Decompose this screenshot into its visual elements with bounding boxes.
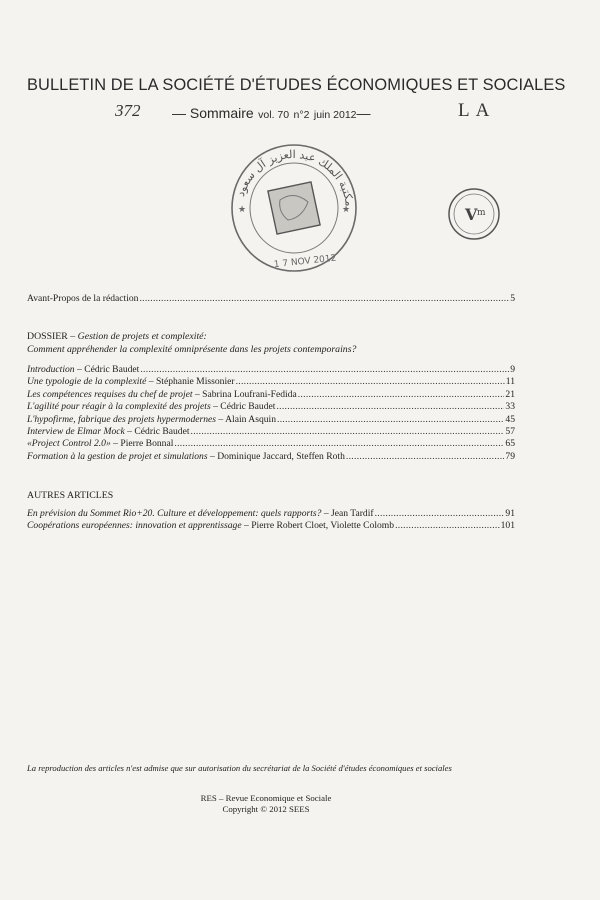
copyright-line: Copyright © 2012 SEES [222, 804, 310, 814]
dossier-list [27, 364, 515, 463]
toc-leader [139, 293, 509, 305]
toc-author: – Jean Tardif [321, 508, 374, 519]
toc-page: 101 [500, 520, 515, 532]
toc-page: 33 [505, 401, 515, 413]
toc-page: 11 [505, 376, 515, 388]
sommaire-label: — Sommaire [172, 105, 254, 121]
toc-title: «Project Control 2.0» [27, 438, 111, 450]
dossier-title: – Gestion de projets et complexité: [70, 331, 207, 342]
toc-author: – Cédric Baudet [74, 364, 140, 375]
toc-title: Avant-Propos de la rédaction [27, 293, 139, 304]
toc-page: 45 [505, 413, 515, 425]
toc-leader [191, 426, 505, 438]
toc-title: Formation à la gestion de projet et simulations [27, 450, 208, 462]
toc-leader [174, 438, 504, 450]
end-dash: — [356, 105, 371, 121]
small-stamp-icon [446, 186, 502, 242]
toc-author: – Pierre Bonnal [110, 438, 174, 450]
small-stamp-text: V [465, 205, 478, 224]
autres-heading: AUTRES ARTICLES [27, 490, 114, 501]
svg-text:★: ★ [342, 204, 351, 214]
toc-author: – Cédric Baudet [210, 401, 276, 413]
toc-page: 9 [510, 364, 515, 375]
toc-leader [277, 414, 504, 426]
issue-date: juin 2012 [313, 109, 357, 121]
toc-row [27, 508, 515, 520]
avant-propos-entry [27, 293, 515, 305]
toc-row [27, 520, 515, 532]
toc-author: – Pierre Robert Cloet, Violette Colomb [241, 520, 395, 532]
toc-author: – Stéphanie Missonier [146, 376, 235, 388]
toc-row [27, 401, 515, 413]
toc-leader [375, 508, 505, 520]
toc-leader [140, 364, 509, 376]
dossier-label: DOSSIER [27, 331, 68, 342]
toc-author: – Sabrina Loufrani-Fedida [192, 388, 297, 400]
dossier-heading [27, 331, 207, 343]
handwritten-initials: LA [458, 100, 496, 121]
toc-title: Interview de Elmar Mock [27, 426, 125, 438]
svg-text:m: m [477, 208, 486, 218]
toc-author: – Alain Asquin [216, 413, 276, 425]
library-stamp-icon [228, 140, 360, 276]
toc-title: L'agilité pour réagir à la complexité des projets [27, 401, 211, 413]
issue-line [172, 105, 371, 123]
toc-page: 5 [510, 293, 515, 304]
toc-leader [236, 376, 505, 388]
issue-number: n°2 [293, 109, 310, 121]
toc-row [27, 293, 515, 305]
toc-leader [346, 451, 505, 463]
toc-row [27, 389, 515, 401]
toc-page: 91 [505, 508, 515, 519]
toc-page: 21 [505, 388, 515, 400]
toc-leader [395, 520, 500, 532]
toc-page: 57 [505, 426, 515, 438]
toc-author: – Dominique Jaccard, Steffen Roth [207, 450, 345, 462]
toc-title: Introduction [27, 364, 75, 375]
toc-row [27, 451, 515, 463]
publisher-line: RES – Revue Economique et Sociale [200, 793, 332, 803]
toc-row [27, 426, 515, 438]
toc-title: Les compétences requises du chef de projet [27, 388, 193, 400]
reproduction-notice: La reproduction des articles n'est admise que sur autorisation du secrétariat de la Société d'études économiques et sociales [27, 763, 452, 773]
toc-row [27, 364, 515, 376]
toc-author: – Cédric Baudet [124, 426, 190, 438]
toc-row [27, 376, 515, 388]
journal-title: BULLETIN DE LA SOCIÉTÉ D'ÉTUDES ÉCONOMIQUES ET SOCIALES [27, 76, 566, 94]
toc-row [27, 414, 515, 426]
handwritten-number: 372 [115, 101, 141, 120]
toc-title: L'hypofirme, fabrique des projets hypermodernes [27, 413, 217, 425]
stamp-number: 1 7 NOV 2012 [273, 253, 337, 271]
toc-page: 79 [505, 450, 515, 462]
svg-text:★: ★ [238, 204, 247, 214]
toc-title: En prévision du Sommet Rio+20. Culture et développement: quels rapports? [27, 508, 322, 519]
toc-page: 65 [505, 438, 515, 450]
stamp-text: مكتبة الملك عبد العزيز آل سعود [234, 147, 356, 207]
dossier-subtitle: Comment appréhender la complexité omniprésente dans les projets contemporains? [27, 344, 357, 355]
toc-title: Une typologie de la complexité [27, 376, 147, 388]
toc-title: Coopérations européennes: innovation et apprentissage [27, 520, 242, 532]
toc-leader [276, 401, 504, 413]
toc-leader [298, 389, 505, 401]
toc-row [27, 438, 515, 450]
volume-label: vol. 70 [258, 109, 290, 121]
autres-list [27, 508, 515, 533]
